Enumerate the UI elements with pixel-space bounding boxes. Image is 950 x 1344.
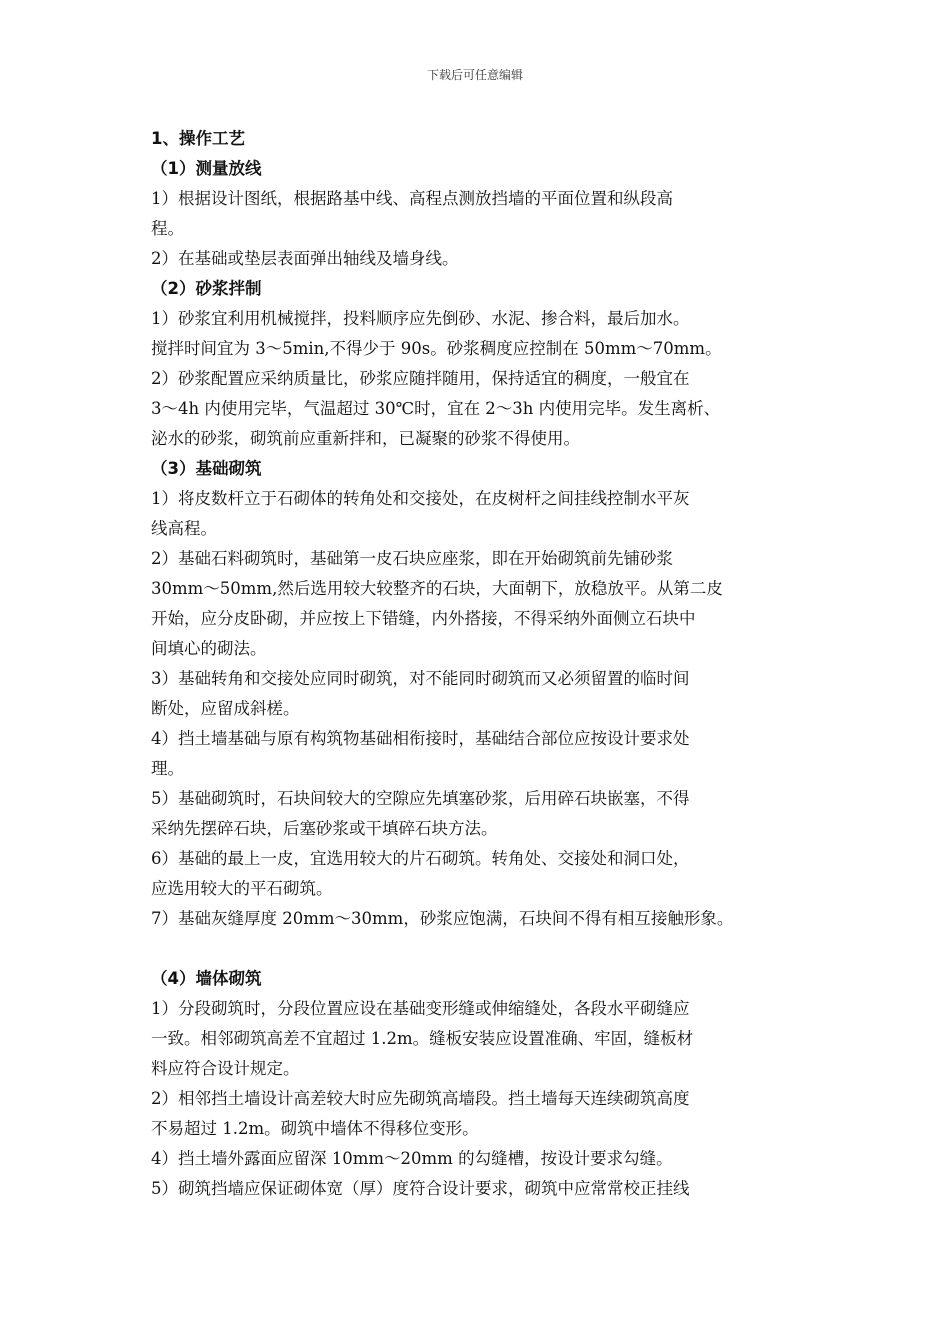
paragraph-line: 程。 bbox=[151, 219, 184, 238]
section-heading: （4）墙体砌筑 bbox=[151, 969, 262, 988]
paragraph-line: 开始，应分皮卧砌，并应按上下错缝，内外搭接，不得采纳外面侧立石块中 bbox=[151, 609, 696, 628]
section-heading: （3）基础砌筑 bbox=[151, 459, 262, 478]
paragraph-line: 理。 bbox=[151, 759, 184, 778]
paragraph-line: 搅拌时间宜为 3～5min,不得少于 90s。砂浆稠度应控制在 50mm～70mm。 bbox=[151, 339, 722, 358]
paragraph-line: 4）挡土墙外露面应留深 10mm～20mm 的勾缝槽，按设计要求勾缝。 bbox=[151, 1149, 673, 1168]
paragraph-line: 3）基础转角和交接处应同时砌筑，对不能同时砌筑而又必须留置的临时间 bbox=[151, 669, 690, 688]
paragraph-line: 7）基础灰缝厚度 20mm～30mm，砂浆应饱满，石块间不得有相互接触形象。 bbox=[151, 909, 734, 928]
paragraph-line: 4）挡土墙基础与原有构筑物基础相衔接时，基础结合部位应按设计要求处 bbox=[151, 729, 690, 748]
paragraph-line: 5）基础砌筑时，石块间较大的空隙应先填塞砂浆，后用碎石块嵌塞，不得 bbox=[151, 789, 690, 808]
section-spacer bbox=[151, 934, 791, 964]
section-heading: （1）测量放线 bbox=[151, 159, 262, 178]
paragraph-line: 2）相邻挡土墙设计高差较大时应先砌筑高墙段。挡土墙每天连续砌筑高度 bbox=[151, 1089, 690, 1108]
paragraph-line: 2）砂浆配置应采纳质量比，砂浆应随拌随用，保持适宜的稠度，一般宜在 bbox=[151, 369, 690, 388]
paragraph-line: 采纳先摆碎石块，后塞砂浆或干填碎石块方法。 bbox=[151, 819, 498, 838]
paragraph-line: 一致。相邻砌筑高差不宜超过 1.2m。缝板安装应设置准确、牢固，缝板材 bbox=[151, 1029, 694, 1048]
paragraph-line: 泌水的砂浆，砌筑前应重新拌和，已凝聚的砂浆不得使用。 bbox=[151, 429, 580, 448]
page-header: 下载后可任意编辑 bbox=[426, 68, 523, 82]
paragraph-line: 2）基础石料砌筑时，基础第一皮石块应座浆，即在开始砌筑前先铺砂浆 bbox=[151, 549, 673, 568]
paragraph-line: 30mm～50mm,然后选用较大较整齐的石块，大面朝下，放稳放平。从第二皮 bbox=[151, 579, 723, 598]
paragraph-line: 1）分段砌筑时，分段位置应设在基础变形缝或伸缩缝处，各段水平砌缝应 bbox=[151, 999, 690, 1018]
paragraph-line: 6）基础的最上一皮，宜选用较大的片石砌筑。转角处、交接处和洞口处， bbox=[151, 849, 690, 868]
section-heading: （2）砂浆拌制 bbox=[151, 279, 262, 298]
paragraph-line: 5）砌筑挡墙应保证砌体宽（厚）度符合设计要求，砌筑中应常常校正挂线 bbox=[151, 1179, 690, 1198]
paragraph-line: 料应符合设计规定。 bbox=[151, 1059, 300, 1078]
document-body bbox=[151, 124, 791, 1204]
paragraph-line: 断处，应留成斜槎。 bbox=[151, 699, 300, 718]
paragraph-line: 不易超过 1.2m。砌筑中墙体不得移位变形。 bbox=[151, 1119, 479, 1138]
paragraph-line: 1）将皮数杆立于石砌体的转角处和交接处，在皮树杆之间挂线控制水平灰 bbox=[151, 489, 690, 508]
paragraph-line: 间填心的砌法。 bbox=[151, 639, 267, 658]
paragraph-line: 1）根据设计图纸，根据路基中线、高程点测放挡墙的平面位置和纵段高 bbox=[151, 189, 673, 208]
document-title: 1、操作工艺 bbox=[151, 129, 245, 148]
paragraph-line: 2）在基础或垫层表面弹出轴线及墙身线。 bbox=[151, 249, 459, 268]
paragraph-line: 应选用较大的平石砌筑。 bbox=[151, 879, 333, 898]
paragraph-line: 3～4h 内使用完毕，气温超过 30℃时，宜在 2～3h 内使用完毕。发生离析、 bbox=[151, 399, 721, 418]
paragraph-line: 1）砂浆宜利用机械搅拌，投料顺序应先倒砂、水泥、掺合料，最后加水。 bbox=[151, 309, 690, 328]
paragraph-line: 线高程。 bbox=[151, 519, 217, 538]
